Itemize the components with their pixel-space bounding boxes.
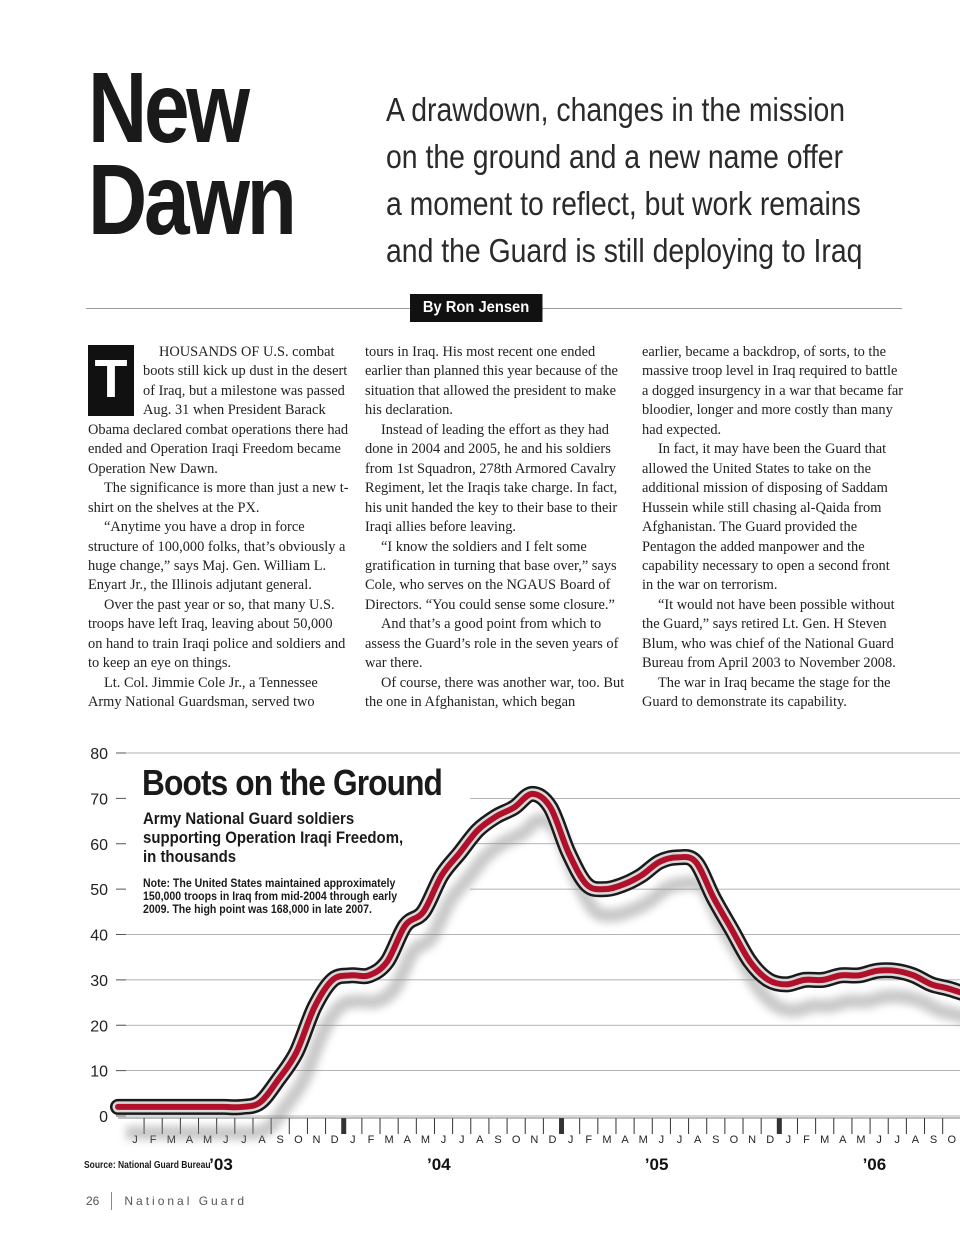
x-tick-label: A bbox=[258, 1134, 266, 1146]
x-tick-label: O bbox=[511, 1134, 521, 1146]
page-footer bbox=[86, 1192, 247, 1210]
x-tick-label: A bbox=[621, 1134, 629, 1146]
x-tick-label: D bbox=[330, 1134, 339, 1146]
y-tick-label: 30 bbox=[90, 972, 108, 990]
paragraph: tours in Iraq. His most recent one ended earlier than planned this year because of the situation that allowed the president to make his declaration. bbox=[365, 344, 618, 419]
x-tick-label: F bbox=[803, 1134, 810, 1146]
body-column-1 bbox=[88, 343, 350, 713]
paragraph: The significance is more than just a new t-shirt on the shelves at the PX. bbox=[88, 480, 349, 516]
year-label: ’04 bbox=[426, 1155, 451, 1174]
chart-y-axis bbox=[90, 746, 108, 1126]
paragraph: Over the past year or so, that many U.S. troops have left Iraq, leaving about 50,000 on hand to train Iraqi police and soldiers and to keep an eye on things. bbox=[88, 596, 346, 672]
x-tick-label: M bbox=[820, 1134, 830, 1146]
x-tick-label: J bbox=[658, 1134, 665, 1146]
x-tick-label: A bbox=[185, 1134, 194, 1146]
x-tick-label: D bbox=[766, 1134, 775, 1146]
x-tick-label: F bbox=[149, 1134, 157, 1146]
deck-line: and the Guard is still deploying to Iraq bbox=[386, 232, 863, 269]
x-tick-label: J bbox=[676, 1134, 683, 1146]
x-tick-label: O bbox=[294, 1134, 303, 1146]
chart-gridlines bbox=[116, 753, 960, 1116]
x-tick-label: S bbox=[929, 1134, 938, 1146]
chart-note-text: The United States maintained approximately 150,000 troops in Iraq from mid-2004 through early 2009. The high point was 168,000 in late 2007. bbox=[143, 876, 398, 916]
paragraph: In fact, it may have been the Guard that allowed the United States to take on the additional mission of disposing of Saddam Hussein while still chasing al-Qaida from Afghanistan. The Guard provided the Pentagon the added manpower and the capability necessary to open a second front in the war on terrorism. bbox=[642, 441, 890, 594]
chart-source: Source: National Guard Bureau bbox=[84, 1160, 211, 1171]
x-tick-label: J bbox=[894, 1134, 901, 1146]
paragraph: Lt. Col. Jimmie Cole Jr., a Tennessee Army National Guardsman, served two bbox=[88, 674, 318, 711]
x-tick-label: J bbox=[350, 1134, 356, 1146]
chart-title: Boots on the Ground bbox=[142, 762, 443, 803]
byline: By Ron Jensen bbox=[410, 294, 542, 322]
x-tick-label: M bbox=[420, 1134, 430, 1146]
y-tick-label: 40 bbox=[90, 927, 108, 945]
x-tick-label: F bbox=[367, 1134, 375, 1146]
x-tick-label: J bbox=[440, 1134, 447, 1146]
x-tick-label: A bbox=[693, 1134, 702, 1146]
paragraph: The war in Iraq became the stage for the Guard to demonstrate its capability. bbox=[642, 674, 891, 711]
x-tick-label: J bbox=[241, 1134, 247, 1146]
deck-line: a moment to reflect, but work remains bbox=[386, 185, 861, 222]
x-tick-label: N bbox=[748, 1134, 757, 1146]
x-tick-label: S bbox=[712, 1134, 720, 1146]
x-tick-label: D bbox=[548, 1134, 557, 1146]
y-tick-label: 60 bbox=[90, 836, 108, 854]
year-label: ’03 bbox=[209, 1155, 233, 1174]
x-tick-label: J bbox=[458, 1134, 465, 1146]
paragraph: “It would not have been possible without the Guard,” says retired Lt. Gen. H Steven Blum, who was chief of the National Guard Bureau from April 2003 to November 2008. bbox=[642, 596, 896, 672]
paragraph: Instead of leading the effort as they had done in 2004 and 2005, he and his soldiers from 1st Squadron, 278th Armored Cavalry Regiment, let the Iraqis take charge. In fact, his unit handed the key to their base to their Iraqi allies before leaving. bbox=[365, 421, 618, 536]
chart-subtitle: Army National Guard soldiers supporting Operation Iraqi Freedom, in thousands bbox=[143, 809, 404, 866]
x-tick-label: J bbox=[876, 1134, 882, 1146]
x-tick-label: N bbox=[312, 1134, 321, 1146]
x-tick-label: M bbox=[602, 1134, 612, 1146]
paragraph: And that’s a good point from which to assess the Guard’s role in the seven years of war there. bbox=[365, 616, 619, 672]
body-column-2 bbox=[365, 343, 627, 713]
x-tick-label: S bbox=[494, 1134, 502, 1146]
troop-chart bbox=[0, 740, 960, 1180]
x-tick-label: S bbox=[276, 1134, 284, 1146]
y-tick-label: 0 bbox=[99, 1109, 108, 1126]
footer-divider bbox=[111, 1192, 112, 1210]
x-tick-label: O bbox=[947, 1134, 957, 1146]
y-tick-label: 70 bbox=[90, 791, 108, 809]
y-tick-label: 20 bbox=[90, 1018, 108, 1036]
x-tick-label: O bbox=[729, 1134, 739, 1146]
x-tick-label: M bbox=[166, 1134, 176, 1146]
x-tick-label: A bbox=[911, 1134, 920, 1146]
paragraph: earlier, became a backdrop, of sorts, to the massive troop level in Iraq required to battle a dogged insurgency in a war that became far bloodier, longer and more costly than many had expected. bbox=[642, 344, 904, 438]
page-number: 26 bbox=[86, 1194, 100, 1208]
chart-note-label: Note: bbox=[143, 876, 170, 890]
magazine-name: National Guard bbox=[124, 1194, 248, 1208]
y-tick-label: 50 bbox=[90, 882, 108, 900]
x-tick-label: J bbox=[785, 1134, 792, 1146]
y-tick-label: 80 bbox=[90, 746, 108, 763]
year-label: ’06 bbox=[862, 1155, 887, 1174]
paragraph: Of course, there was another war, too. But the one in Afghanistan, which began bbox=[365, 674, 625, 711]
x-tick-label: M bbox=[638, 1134, 648, 1146]
drop-cap: T bbox=[88, 345, 134, 416]
year-label: ’05 bbox=[644, 1155, 669, 1174]
x-tick-label: N bbox=[530, 1134, 539, 1146]
x-tick-label: A bbox=[403, 1134, 411, 1146]
y-tick-label: 10 bbox=[90, 1063, 108, 1081]
chart-note bbox=[143, 877, 398, 916]
x-tick-label: F bbox=[585, 1134, 593, 1146]
body-column-3 bbox=[642, 343, 904, 713]
paragraph: “I know the soldiers and I felt some gratification in turning that base over,” says Cole, who serves on the NGAUS Board of Directors. “You could sense some closure.” bbox=[365, 538, 617, 613]
x-tick-label: J bbox=[567, 1134, 574, 1146]
x-tick-label: J bbox=[223, 1134, 229, 1146]
paragraph: “Anytime you have a drop in force structure of 100,000 folks, that’s obviously a huge change,” says Maj. Gen. William L. Enyart Jr., the Illinois adjutant general. bbox=[88, 519, 346, 594]
x-tick-label: M bbox=[856, 1134, 866, 1146]
headline-line-1: New bbox=[88, 52, 247, 164]
deck bbox=[386, 86, 868, 274]
x-tick-label: M bbox=[203, 1134, 213, 1146]
headline bbox=[88, 52, 318, 256]
paragraph: HOUSANDS OF U.S. combat boots still kick up dust in the desert of Iraq, but a milestone was passed Aug. 31 when President Barack Obama declared combat operations there had ended and Operation Iraqi Freedom became Operation New Dawn. bbox=[88, 344, 349, 477]
deck-line: on the ground and a new name offer bbox=[386, 138, 844, 175]
x-tick-label: A bbox=[476, 1134, 484, 1146]
deck-line: A drawdown, changes in the mission bbox=[386, 91, 846, 128]
x-tick-label: A bbox=[839, 1134, 847, 1146]
headline-line-2: Dawn bbox=[88, 144, 294, 256]
x-tick-label: M bbox=[384, 1134, 394, 1146]
x-tick-label: J bbox=[132, 1134, 138, 1146]
